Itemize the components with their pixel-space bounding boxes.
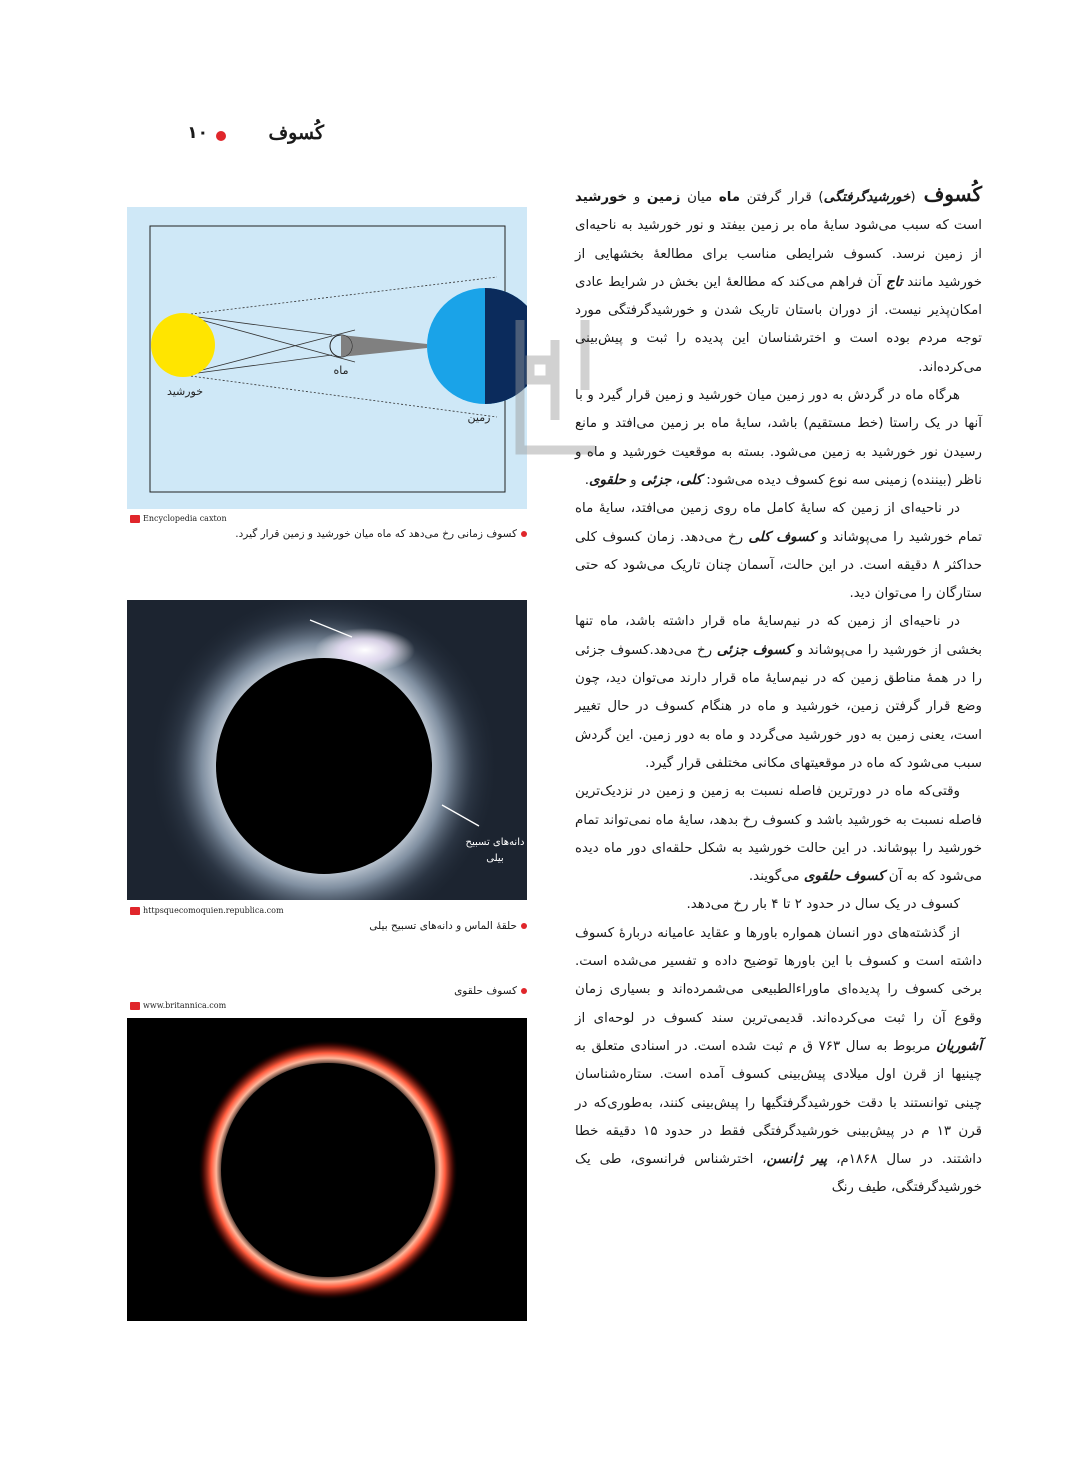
figure2-credit: httpsquecomoquien.republica.com xyxy=(130,906,284,915)
emphasis-term: کلی xyxy=(680,472,703,488)
emphasis-term: آشوریان xyxy=(936,1038,982,1054)
emphasis-term: زمین xyxy=(646,190,681,205)
page-title: کُسوف xyxy=(268,122,324,144)
text-run: از گذشته‌های دور انسان همواره باورها و عقاید عامیانه دربارهٔ کسوف داشته است و کسوف با این باورها توضیح داده و تفسیر می‌شده است. برخی کسوف را پدیده‌ای ماوراءالطبیعی می‌شمرده‌اند و بسیاری زمان وقوع آن را ثبت می‌کرده‌اند. قدیمی‌ترین سند کسوف در لوحه‌ای از xyxy=(575,925,982,1026)
text-run: کسوف در یک سال در حدود ۲ تا ۴ بار رخ می‌دهد. xyxy=(686,897,960,913)
page-number: ۱۰ xyxy=(187,123,208,143)
figure3-credit: www.britannica.com xyxy=(130,1001,226,1010)
total-eclipse-photo xyxy=(127,600,527,900)
text-run: ، xyxy=(671,472,681,488)
emphasis-term: تاج xyxy=(885,274,903,290)
text-run: رخ می‌دهد.کسوف جزئی را در همهٔ مناطق زمین که در نیم‌سایهٔ ماه قرار دارند می‌توان دید، چون وضع قرار گرفتن زمین، خورشید و ماه در هنگام کسوف در حال تغییر است، یعنی زمین به دور خورشید می‌گردد و ماه به دور زمین. این گردش سبب می‌شود که ماه در موقعیتهای مکانی مختلفی قرار گیرد. xyxy=(575,642,982,771)
baily-beads-label: دانه‌های تسبیح بیلی xyxy=(465,837,525,864)
moon-disk xyxy=(221,1063,435,1277)
text-run: . xyxy=(584,472,590,488)
credit-logo-icon xyxy=(130,1002,140,1010)
caption-bullet-icon xyxy=(521,531,527,537)
paragraph xyxy=(575,891,982,919)
eclipse-diagram xyxy=(127,207,527,509)
paragraph xyxy=(575,382,982,495)
figure1-caption: کسوف زمانی رخ می‌دهد که ماه میان خورشید و زمین قرار گیرد. xyxy=(235,528,527,540)
label-moon: ماه xyxy=(333,364,349,377)
text-run: رخ می‌دهد. زمان کسوف کلی حداکثر ۸ دقیقه است. در این حالت، آسمان چنان تاریک می‌شود که حتی ستارگان را می‌توان دید. xyxy=(575,529,982,602)
emphasis-term: خورشید xyxy=(575,190,628,205)
header-dot-icon xyxy=(216,131,226,141)
text-run: می‌گویند. xyxy=(748,869,804,885)
text-run: وقتی‌که ماه در دورترین فاصله نسبت به زمین و زمین در نزدیک‌ترین فاصله نسبت به خورشید باشد و کسوف رخ بدهد، سایهٔ ماه نمی‌تواند تمام خورشید را بپوشاند. در این حالت خورشید به شکل حلقه‌ای دور ماه دیده می‌شود که به آن xyxy=(575,784,982,885)
page-header xyxy=(118,122,338,152)
paragraph xyxy=(575,920,982,1203)
paragraph xyxy=(575,608,982,778)
text-run: و xyxy=(627,190,647,205)
paragraph xyxy=(575,180,982,382)
emphasis-term: حلقوی xyxy=(589,472,626,488)
moon-disk xyxy=(216,658,432,874)
sun-shape xyxy=(151,313,215,377)
text-run: ( xyxy=(910,190,916,205)
label-sun: خورشید xyxy=(166,385,204,398)
credit-logo-icon xyxy=(130,907,140,915)
text-run: ) قرار گرفتن xyxy=(740,190,824,205)
emphasis-term: ماه xyxy=(718,190,741,205)
text-run: هرگاه ماه در گردش به دور زمین میان خورشید و زمین قرار گیرد و با آنها در یک راستا (خط مستقیم) باشد، سایهٔ ماه بر زمین می‌افتد و مانع رسیدن نور خورشید به زمین می‌شود. بسته به موقعیت خورشید و ماه و ناظر (بیننده) زمینی سه نوع کسوف دیده می‌شود: xyxy=(575,388,982,488)
emphasis-term: جزئی xyxy=(640,472,672,488)
emphasis-term: پیر ژانسن xyxy=(766,1152,828,1168)
paragraph xyxy=(575,778,982,891)
text-run: مربوط به سال ۷۶۳ ق م ثبت شده است. در اسنادی متعلق به چینیها از قرن اول میلادی پیش‌بینی کسوف آمده است. ستاره‌شناسان چینی توانستند با دقت خورشیدگرفتگیها را پیش‌بینی کنند، به‌طوری‌که در قرن ۱۳ م در پیش‌بینی خورشیدگرفتگی فقط در حدود ۱۵ دقیقه خطا داشتند. در سال ۱۸۶۸م، xyxy=(575,1038,982,1168)
lead-word: کُسوف xyxy=(923,182,983,206)
paragraph xyxy=(575,495,982,608)
text-run: در ناحیه‌ای از زمین که در نیم‌سایهٔ ماه قرار داشته باشد، ماه تنها بخشی از خورشید را می‌پوشاند و xyxy=(575,614,983,658)
text-run: و xyxy=(625,472,641,488)
caption-bullet-icon xyxy=(521,923,527,929)
caption-bullet-icon xyxy=(521,988,527,994)
credit-logo-icon xyxy=(130,515,140,523)
label-earth: زمین xyxy=(467,411,491,424)
annular-eclipse-photo xyxy=(127,1018,527,1321)
figure2-caption: حلقهٔ الماس و دانه‌های تسبیح بیلی xyxy=(369,920,527,932)
text-run: میان xyxy=(680,190,719,205)
eclipse-diagram-svg xyxy=(127,207,527,509)
emphasis-term: کسوف حلقوی xyxy=(803,869,885,885)
annular-eclipse-svg xyxy=(127,1018,527,1321)
emphasis-term: کسوف کلی xyxy=(748,529,816,545)
emphasis-term: کسوف جزئی xyxy=(716,642,792,658)
text-run: است که سبب می‌شود سایهٔ ماه بر زمین بیفتد و نور خورشید به ناحیه‌ای از زمین نرسد. کسوف شرایطی مناسب برای مطالعهٔ بخشهایی از خورشید مانند xyxy=(575,218,983,290)
text-run: ، اخترشناس فرانسوی، طی یک خورشیدگرفتگی، طیف رنگ xyxy=(575,1152,982,1196)
text-run: آن فراهم می‌کند که مطالعهٔ این بخش در شرایط عادی امکان‌پذیر نیست. از دوران باستان تاریک شدن و خورشیدگرفتگی مورد توجه مردم بوده است و اخترشناسان این پدیده را ثبت و پیش‌بینی می‌کرده‌اند. xyxy=(575,274,982,375)
emphasis-term: خورشیدگرفتگی xyxy=(823,190,911,205)
article-body xyxy=(575,180,982,1203)
figure3-caption: کسوف حلقوی xyxy=(454,985,527,997)
text-run: در ناحیه‌ای از زمین که سایهٔ کامل ماه روی زمین می‌افتد، سایهٔ ماه تمام خورشید را می‌پوشاند و xyxy=(575,501,982,545)
earth-night-side xyxy=(485,288,527,404)
figure1-credit: Encyclopedia caxton xyxy=(130,514,227,523)
